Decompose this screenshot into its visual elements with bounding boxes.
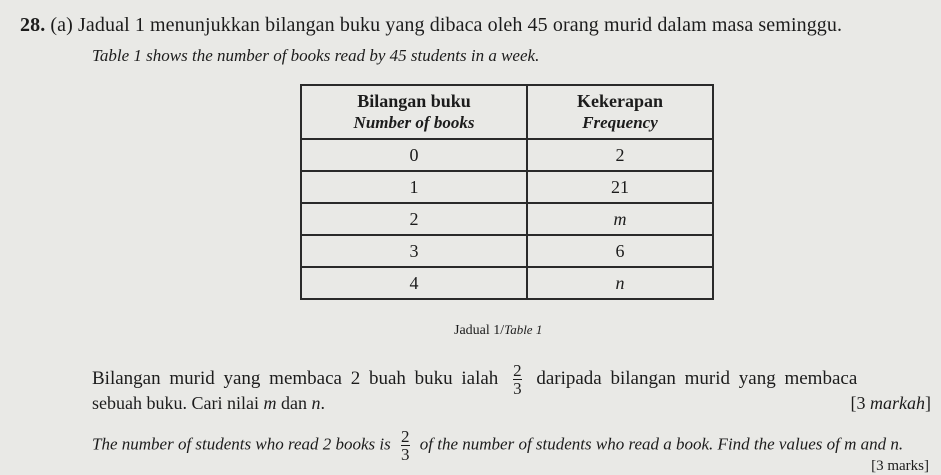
problem-english-line — [92, 428, 903, 463]
table-row — [301, 235, 713, 267]
header-frequency — [527, 85, 713, 139]
cell-frequency: 6 — [527, 235, 713, 267]
problem-malay-part1: Bilangan murid yang membaca 2 buah buku ialah — [92, 367, 499, 389]
fraction-denominator: 3 — [401, 445, 410, 464]
fraction-malay — [513, 362, 522, 397]
problem-english-part2: of the number of students who read a book. Find the values of m and n. — [419, 434, 904, 454]
header-books-malay: Bilangan buku — [357, 91, 471, 111]
header-frequency-english: Frequency — [582, 113, 658, 132]
header-frequency-malay: Kekerapan — [576, 91, 663, 111]
problem-malay-part2: daripada bilangan murid yang membaca — [536, 367, 858, 389]
table-row — [301, 267, 713, 299]
fraction-denominator: 3 — [513, 379, 522, 398]
cell-books: 4 — [301, 267, 527, 299]
cell-frequency: 21 — [527, 171, 713, 203]
marks-malay-word: markah — [870, 393, 925, 413]
problem-malay-line2-b: dan — [280, 393, 307, 413]
cell-books: 3 — [301, 235, 527, 267]
cell-frequency: 2 — [527, 139, 713, 171]
variable-n: n — [311, 393, 321, 413]
fraction-english — [401, 428, 410, 463]
question-stem-english: Table 1 shows the number of books read by 45 students in a week. — [92, 46, 540, 65]
caption-english: Table 1 — [504, 322, 543, 337]
header-books-english: Number of books — [353, 113, 475, 132]
frequency-table — [300, 84, 714, 300]
problem-english-part1: The number of students who read 2 books is — [92, 434, 391, 454]
table-row — [301, 203, 713, 235]
question-stem-malay — [20, 14, 842, 37]
problem-malay-line2 — [92, 393, 325, 414]
cell-books: 2 — [301, 203, 527, 235]
caption-malay: Jadual 1/ — [454, 323, 505, 338]
problem-malay-line2-c: . — [320, 393, 325, 413]
problem-malay-line1 — [92, 362, 857, 397]
table-header-row — [301, 85, 713, 139]
cell-books: 0 — [301, 139, 527, 171]
table-row — [301, 171, 713, 203]
marks-malay-a: [3 — [850, 393, 870, 413]
table-row — [301, 139, 713, 171]
table-caption — [454, 322, 542, 339]
fraction-numerator: 2 — [513, 361, 522, 380]
marks-malay-c: ] — [925, 393, 931, 413]
problem-malay-line2-a: sebuah buku. Cari nilai — [92, 393, 259, 413]
header-books — [301, 85, 527, 139]
cell-frequency: m — [527, 203, 713, 235]
cell-frequency: n — [527, 267, 713, 299]
stem-malay-text: Jadual 1 menunjukkan bilangan buku yang dibaca oleh 45 orang murid dalam masa seminggu. — [78, 14, 843, 36]
fraction-numerator: 2 — [401, 427, 410, 446]
question-number: 28. — [20, 14, 46, 36]
cell-books: 1 — [301, 171, 527, 203]
question-part: (a) — [50, 14, 73, 36]
marks-english: [3 marks] — [871, 458, 929, 474]
marks-malay — [851, 393, 932, 414]
variable-m: m — [263, 393, 277, 413]
